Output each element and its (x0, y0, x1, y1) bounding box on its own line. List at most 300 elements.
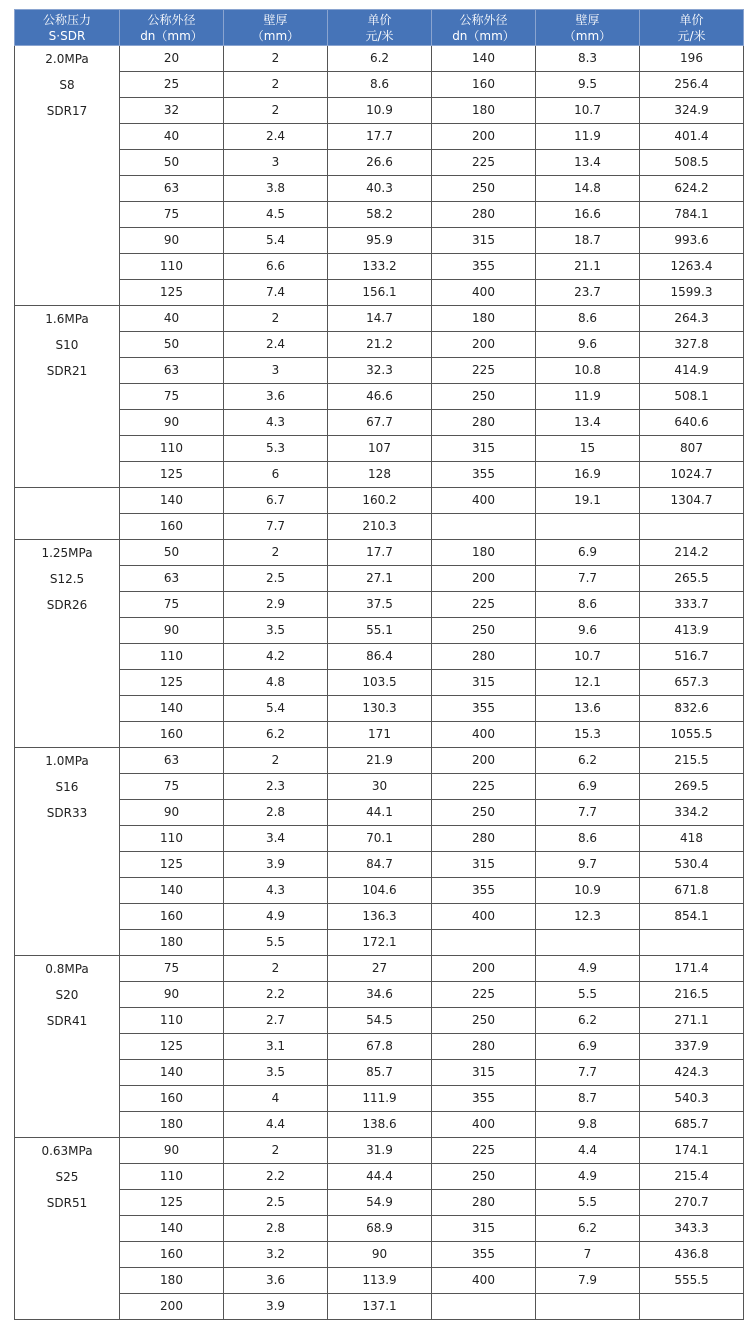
table-cell: 18.7 (536, 228, 640, 254)
table-cell: 12.3 (536, 904, 640, 930)
table-cell: 6.9 (536, 774, 640, 800)
table-cell: 6.7 (224, 488, 328, 514)
table-cell: 5.5 (536, 982, 640, 1008)
table-cell: 3.1 (224, 1034, 328, 1060)
table-cell: 70.1 (328, 826, 432, 852)
table-cell: 21.2 (328, 332, 432, 358)
table-cell: 8.6 (328, 72, 432, 98)
pressure-class-label: 1.0MPa (45, 754, 89, 768)
table-cell: 90 (120, 618, 224, 644)
table-cell: 7.7 (536, 1060, 640, 1086)
table-cell: 6.2 (536, 1008, 640, 1034)
table-cell: 37.5 (328, 592, 432, 618)
table-row (15, 332, 744, 358)
table-row (15, 566, 744, 592)
table-row (15, 1242, 744, 1268)
header-dn-left: 公称外径 dn（mm） (120, 10, 224, 46)
table-cell: 4 (224, 1086, 328, 1112)
table-cell: 12.1 (536, 670, 640, 696)
table-cell: 200 (432, 124, 536, 150)
table-row (15, 956, 744, 982)
pressure-class-label: S16 (55, 780, 79, 794)
table-cell: 196 (640, 46, 744, 72)
table-cell: 3.8 (224, 176, 328, 202)
table-cell: 832.6 (640, 696, 744, 722)
table-cell: 7.7 (224, 514, 328, 540)
table-cell: 125 (120, 1034, 224, 1060)
table-cell: 140 (120, 1216, 224, 1242)
table-cell: 55.1 (328, 618, 432, 644)
table-cell (432, 930, 536, 956)
table-cell: 3.6 (224, 1268, 328, 1294)
table-cell: 508.1 (640, 384, 744, 410)
table-cell: 8.6 (536, 826, 640, 852)
table-row (15, 1268, 744, 1294)
table-cell: 2 (224, 956, 328, 982)
table-cell: 1263.4 (640, 254, 744, 280)
table-cell: 7 (536, 1242, 640, 1268)
table-cell: 2.2 (224, 1164, 328, 1190)
table-cell: 4.9 (536, 1164, 640, 1190)
table-row (15, 1008, 744, 1034)
table-cell: 2.5 (224, 1190, 328, 1216)
table-cell: 355 (432, 696, 536, 722)
table-cell: 7.4 (224, 280, 328, 306)
table-cell: 15.3 (536, 722, 640, 748)
table-row (15, 488, 744, 514)
table-row (15, 436, 744, 462)
table-row (15, 254, 744, 280)
table-row (15, 1086, 744, 1112)
table-cell: 685.7 (640, 1112, 744, 1138)
table-cell: 337.9 (640, 1034, 744, 1060)
table-cell: 90 (120, 800, 224, 826)
table-cell: 269.5 (640, 774, 744, 800)
table-cell: 30 (328, 774, 432, 800)
table-row (15, 176, 744, 202)
table-cell: 8.6 (536, 592, 640, 618)
table-row (15, 982, 744, 1008)
table-cell: 2.4 (224, 124, 328, 150)
table-cell: 160 (120, 722, 224, 748)
table-cell: 40 (120, 124, 224, 150)
table-cell: 200 (432, 748, 536, 774)
table-cell: 401.4 (640, 124, 744, 150)
table-cell (640, 930, 744, 956)
table-cell: 5.5 (536, 1190, 640, 1216)
table-cell: 125 (120, 852, 224, 878)
table-cell: 200 (432, 956, 536, 982)
pressure-class-label: 0.63MPa (41, 1144, 93, 1158)
table-row (15, 150, 744, 176)
table-cell: 180 (120, 1268, 224, 1294)
table-cell: 4.9 (536, 956, 640, 982)
table-cell: 250 (432, 1008, 536, 1034)
table-cell: 250 (432, 800, 536, 826)
table-cell: 9.8 (536, 1112, 640, 1138)
table-cell: 5.5 (224, 930, 328, 956)
table-row (15, 748, 744, 774)
table-cell: 280 (432, 644, 536, 670)
table-cell: 50 (120, 332, 224, 358)
pressure-class-cell (15, 1138, 120, 1320)
header-price-left: 单价 元/米 (328, 10, 432, 46)
table-cell (536, 514, 640, 540)
table-cell: 95.9 (328, 228, 432, 254)
table-cell: 225 (432, 592, 536, 618)
table-cell: 355 (432, 878, 536, 904)
table-cell: 138.6 (328, 1112, 432, 1138)
table-cell: 128 (328, 462, 432, 488)
table-cell: 8.6 (536, 306, 640, 332)
pressure-class-label: S25 (55, 1170, 79, 1184)
table-cell: 3.6 (224, 384, 328, 410)
table-cell: 250 (432, 176, 536, 202)
table-cell: 225 (432, 982, 536, 1008)
table-cell: 160 (120, 514, 224, 540)
table-cell: 25 (120, 72, 224, 98)
table-cell: 6.2 (328, 46, 432, 72)
table-cell: 2 (224, 540, 328, 566)
pressure-class-label: 1.6MPa (45, 312, 89, 326)
table-cell: 31.9 (328, 1138, 432, 1164)
table-cell: 44.4 (328, 1164, 432, 1190)
table-cell: 315 (432, 228, 536, 254)
pressure-class-label: SDR33 (46, 806, 88, 820)
table-cell: 3.9 (224, 1294, 328, 1320)
table-cell: 225 (432, 1138, 536, 1164)
pressure-class-cell (15, 956, 120, 1138)
table-cell: 6.2 (536, 748, 640, 774)
header-wall-right: 壁厚 （mm） (536, 10, 640, 46)
table-cell: 32 (120, 98, 224, 124)
table-cell: 140 (120, 878, 224, 904)
table-cell: 3.5 (224, 618, 328, 644)
table-cell: 2 (224, 1138, 328, 1164)
table-cell: 324.9 (640, 98, 744, 124)
table-cell: 215.5 (640, 748, 744, 774)
table-cell: 4.3 (224, 410, 328, 436)
table-cell: 44.1 (328, 800, 432, 826)
table-row (15, 1112, 744, 1138)
table-cell: 3 (224, 150, 328, 176)
table-cell: 180 (120, 930, 224, 956)
table-cell: 137.1 (328, 1294, 432, 1320)
table-cell: 104.6 (328, 878, 432, 904)
table-cell (640, 514, 744, 540)
table-cell: 200 (432, 566, 536, 592)
table-cell: 133.2 (328, 254, 432, 280)
table-cell: 27.1 (328, 566, 432, 592)
table-cell: 8.3 (536, 46, 640, 72)
pressure-class-cell (15, 748, 120, 956)
table-cell: 6.2 (224, 722, 328, 748)
table-cell: 6.2 (536, 1216, 640, 1242)
header-dn-right: 公称外径 dn（mm） (432, 10, 536, 46)
table-cell: 2.3 (224, 774, 328, 800)
pressure-class-label: 2.0MPa (45, 52, 89, 66)
table-cell: 13.6 (536, 696, 640, 722)
table-cell: 250 (432, 384, 536, 410)
table-cell: 280 (432, 826, 536, 852)
table-cell: 3.2 (224, 1242, 328, 1268)
header-wall-left: 壁厚 （mm） (224, 10, 328, 46)
table-cell: 4.9 (224, 904, 328, 930)
table-cell: 993.6 (640, 228, 744, 254)
pressure-class-label: SDR41 (46, 1014, 88, 1028)
table-cell: 671.8 (640, 878, 744, 904)
table-cell: 58.2 (328, 202, 432, 228)
table-cell: 84.7 (328, 852, 432, 878)
table-cell: 160 (432, 72, 536, 98)
table-row (15, 1060, 744, 1086)
table-cell: 334.2 (640, 800, 744, 826)
table-cell: 46.6 (328, 384, 432, 410)
table-cell: 280 (432, 410, 536, 436)
table-cell: 624.2 (640, 176, 744, 202)
table-cell: 343.3 (640, 1216, 744, 1242)
pressure-class-cell (15, 306, 120, 488)
table-cell: 640.6 (640, 410, 744, 436)
table-cell: 75 (120, 774, 224, 800)
table-row (15, 540, 744, 566)
table-cell: 180 (432, 540, 536, 566)
table-body (15, 46, 744, 1320)
table-cell: 14.8 (536, 176, 640, 202)
table-row (15, 930, 744, 956)
table-cell: 174.1 (640, 1138, 744, 1164)
table-cell: 10.7 (536, 644, 640, 670)
table-cell: 21.9 (328, 748, 432, 774)
table-cell: 13.4 (536, 410, 640, 436)
pressure-class-cell (15, 488, 120, 540)
pressure-class-label: SDR21 (46, 364, 88, 378)
table-cell: 9.5 (536, 72, 640, 98)
table-cell: 2.8 (224, 1216, 328, 1242)
table-cell: 86.4 (328, 644, 432, 670)
table-row (15, 202, 744, 228)
table-row (15, 618, 744, 644)
table-cell: 171.4 (640, 956, 744, 982)
table-cell: 75 (120, 384, 224, 410)
table-row (15, 1190, 744, 1216)
table-row (15, 280, 744, 306)
table-row (15, 592, 744, 618)
table-cell: 90 (120, 1138, 224, 1164)
table-row (15, 410, 744, 436)
table-cell: 355 (432, 254, 536, 280)
table-cell: 7.7 (536, 566, 640, 592)
pressure-class-label: 0.8MPa (45, 962, 89, 976)
table-row (15, 46, 744, 72)
table-cell: 508.5 (640, 150, 744, 176)
table-cell: 13.4 (536, 150, 640, 176)
table-cell: 2 (224, 98, 328, 124)
table-row (15, 1294, 744, 1320)
table-cell: 5.3 (224, 436, 328, 462)
table-cell: 400 (432, 722, 536, 748)
table-cell: 19.1 (536, 488, 640, 514)
table-cell: 4.8 (224, 670, 328, 696)
table-cell (536, 1294, 640, 1320)
table-cell: 27 (328, 956, 432, 982)
table-cell: 32.3 (328, 358, 432, 384)
header-price-right: 单价 元/米 (640, 10, 744, 46)
table-cell: 17.7 (328, 540, 432, 566)
table-cell: 7.9 (536, 1268, 640, 1294)
table-cell: 1055.5 (640, 722, 744, 748)
table-cell: 315 (432, 852, 536, 878)
table-row (15, 72, 744, 98)
table-row (15, 514, 744, 540)
table-cell: 555.5 (640, 1268, 744, 1294)
table-cell: 400 (432, 1112, 536, 1138)
table-cell: 3 (224, 358, 328, 384)
table-cell: 2.4 (224, 332, 328, 358)
table-cell: 90 (120, 982, 224, 1008)
table-cell: 270.7 (640, 1190, 744, 1216)
table-cell: 130.3 (328, 696, 432, 722)
table-cell: 3.9 (224, 852, 328, 878)
table-cell: 4.5 (224, 202, 328, 228)
table-cell: 215.4 (640, 1164, 744, 1190)
table-cell: 75 (120, 956, 224, 982)
table-cell: 784.1 (640, 202, 744, 228)
table-row (15, 878, 744, 904)
pressure-class-cell (15, 540, 120, 748)
table-row (15, 228, 744, 254)
table-cell: 355 (432, 1086, 536, 1112)
table-cell: 271.1 (640, 1008, 744, 1034)
table-cell: 225 (432, 774, 536, 800)
table-cell: 10.7 (536, 98, 640, 124)
table-cell: 34.6 (328, 982, 432, 1008)
table-row (15, 722, 744, 748)
table-cell: 436.8 (640, 1242, 744, 1268)
table-cell: 8.7 (536, 1086, 640, 1112)
table-cell: 50 (120, 150, 224, 176)
pressure-class-label: S8 (59, 78, 75, 92)
table-cell: 315 (432, 1216, 536, 1242)
table-cell: 54.5 (328, 1008, 432, 1034)
table-cell: 10.9 (536, 878, 640, 904)
table-cell: 63 (120, 176, 224, 202)
table-cell: 50 (120, 540, 224, 566)
pressure-class-label: S10 (55, 338, 79, 352)
table-cell: 140 (432, 46, 536, 72)
table-cell: 424.3 (640, 1060, 744, 1086)
table-cell: 516.7 (640, 644, 744, 670)
table-cell: 315 (432, 436, 536, 462)
table-cell (640, 1294, 744, 1320)
pipe-price-table (14, 9, 744, 1320)
table-cell: 280 (432, 1034, 536, 1060)
table-cell: 111.9 (328, 1086, 432, 1112)
table-cell: 63 (120, 748, 224, 774)
table-cell: 67.8 (328, 1034, 432, 1060)
table-cell: 3.5 (224, 1060, 328, 1086)
table-cell: 7.7 (536, 800, 640, 826)
table-cell: 200 (120, 1294, 224, 1320)
table-row (15, 462, 744, 488)
table-row (15, 644, 744, 670)
table-cell: 1024.7 (640, 462, 744, 488)
table-cell: 20 (120, 46, 224, 72)
table-cell: 68.9 (328, 1216, 432, 1242)
table-cell (432, 1294, 536, 1320)
table-row (15, 800, 744, 826)
table-cell: 225 (432, 150, 536, 176)
table-cell: 400 (432, 904, 536, 930)
table-cell: 160 (120, 1086, 224, 1112)
table-cell: 110 (120, 1164, 224, 1190)
table-cell: 85.7 (328, 1060, 432, 1086)
table-cell: 136.3 (328, 904, 432, 930)
table-cell: 355 (432, 1242, 536, 1268)
table-cell: 2 (224, 748, 328, 774)
table-row (15, 1138, 744, 1164)
table-row (15, 774, 744, 800)
table-cell: 26.6 (328, 150, 432, 176)
table-cell: 6.9 (536, 1034, 640, 1060)
table-cell: 216.5 (640, 982, 744, 1008)
table-cell: 807 (640, 436, 744, 462)
table-cell: 75 (120, 202, 224, 228)
table-cell: 214.2 (640, 540, 744, 566)
table-cell: 113.9 (328, 1268, 432, 1294)
table-cell: 264.3 (640, 306, 744, 332)
table-cell: 10.9 (328, 98, 432, 124)
header-row (15, 10, 744, 46)
table-cell: 265.5 (640, 566, 744, 592)
table-cell: 2 (224, 72, 328, 98)
table-cell: 400 (432, 1268, 536, 1294)
table-cell: 110 (120, 436, 224, 462)
table-cell: 110 (120, 644, 224, 670)
table-cell: 107 (328, 436, 432, 462)
table-cell: 160 (120, 1242, 224, 1268)
pressure-class-label: SDR51 (46, 1196, 88, 1210)
table-cell: 418 (640, 826, 744, 852)
table-row (15, 670, 744, 696)
table-cell: 4.4 (224, 1112, 328, 1138)
table-cell: 21.1 (536, 254, 640, 280)
table-cell: 1599.3 (640, 280, 744, 306)
table-cell: 140 (120, 1060, 224, 1086)
table-cell: 6 (224, 462, 328, 488)
table-cell: 9.7 (536, 852, 640, 878)
pressure-class-cell (15, 46, 120, 306)
table-cell: 6.9 (536, 540, 640, 566)
table-row (15, 696, 744, 722)
table-row (15, 306, 744, 332)
table-cell: 171 (328, 722, 432, 748)
table-cell: 125 (120, 462, 224, 488)
table-cell: 90 (120, 228, 224, 254)
table-cell: 180 (120, 1112, 224, 1138)
table-cell: 413.9 (640, 618, 744, 644)
table-cell: 540.3 (640, 1086, 744, 1112)
table-cell: 2.7 (224, 1008, 328, 1034)
table-cell: 11.9 (536, 384, 640, 410)
table-cell: 40 (120, 306, 224, 332)
table-cell: 125 (120, 670, 224, 696)
table-cell: 400 (432, 488, 536, 514)
table-cell: 16.9 (536, 462, 640, 488)
table-cell: 103.5 (328, 670, 432, 696)
table-row (15, 124, 744, 150)
table-row (15, 1216, 744, 1242)
